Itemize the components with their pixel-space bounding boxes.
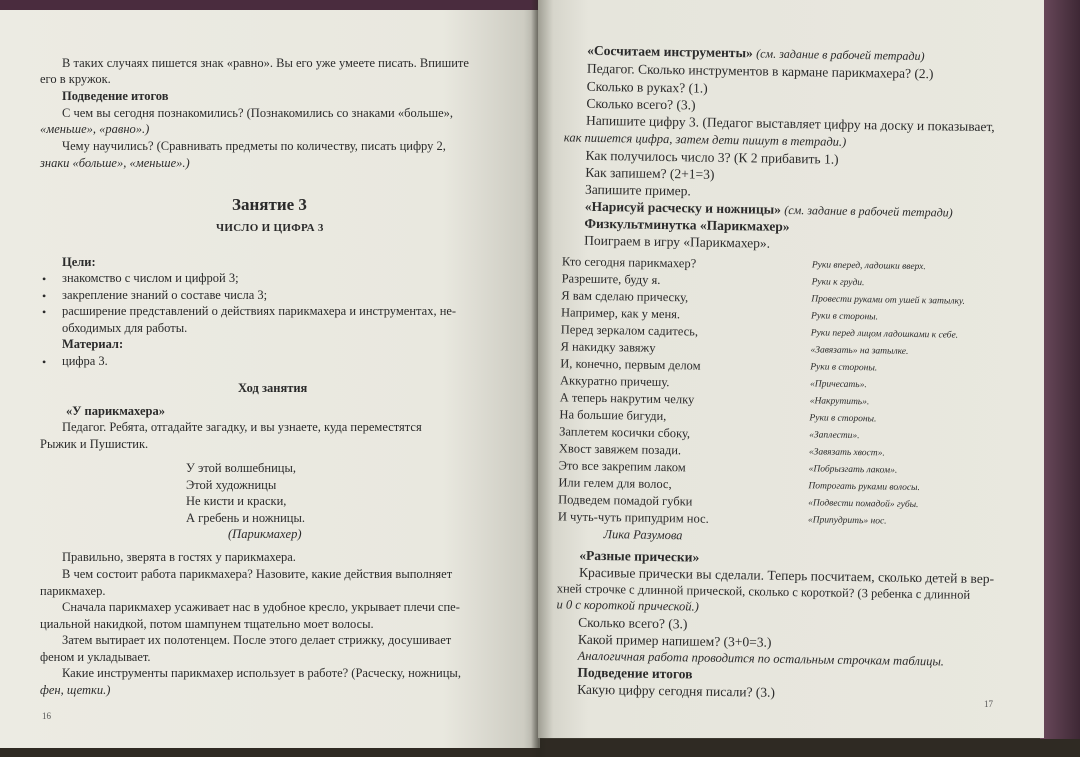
left-page — [0, 10, 540, 748]
course-heading: Ход занятия — [238, 381, 308, 395]
poem-line: Я накидку завяжу — [560, 339, 656, 355]
poem-action: «Заплести». — [809, 430, 860, 442]
question2-line2: знаки «больше», «меньше».) — [40, 156, 190, 170]
riddle-line: Этой художницы — [186, 478, 277, 492]
poem-line: Я вам сделаю прическу, — [561, 288, 689, 305]
poem-line: А теперь накрутим челку — [559, 390, 695, 407]
poem-action: «Припудрить» нос. — [807, 515, 887, 527]
poem-action: Потрогать руками волосы. — [808, 481, 920, 494]
instruction-line1: Напишите цифру 3. (Педагог выставляет цифру на доску и показывает, — [585, 112, 995, 135]
goal-3-line2: обходимых для работы. — [62, 321, 188, 335]
poem-action: «Подвести помадой» губы. — [808, 498, 919, 511]
question-line: Какую цифру сегодня писали? (3.) — [577, 681, 776, 700]
poem-line: На большие бигуди, — [559, 407, 667, 424]
goal-3-line1: расширение представлений о действиях парикмахера и инструментах, не- — [62, 304, 457, 318]
teacher-question: Педагог. Сколько инструментов в кармане парикмахера? (2.) — [586, 60, 934, 82]
poem-line: Хвост завяжем позади. — [558, 441, 682, 458]
goal-2: закрепление знаний о составе числа 3; — [62, 288, 268, 302]
right-page — [538, 0, 1044, 738]
lesson-subtitle: ЧИСЛО И ЦИФРА 3 — [216, 222, 324, 234]
question2-line1: Чему научились? (Сравнивать предметы по количеству, писать цифру 2, — [62, 139, 446, 153]
section-title-draw: «Нарисуй расческу и ножницы» — [584, 198, 782, 217]
poem-action: Руки к груди. — [811, 277, 865, 289]
paragraph-5-line2: фен, щетки.) — [40, 683, 111, 697]
bullet-icon: • — [42, 305, 47, 319]
poem-action: «Завязать» на затылке. — [810, 345, 909, 357]
poem-action: Руки перед лицом ладошками к себе. — [810, 328, 959, 341]
paragraph-5-line1: Какие инструменты парикмахер использует в работе? (Расческу, ножницы, — [62, 666, 461, 680]
hairstyles-line2: хней строчке с длинной прической, сколько с короткой? (3 ребенка с длинной — [556, 581, 971, 602]
poem-line: Перед зеркалом садитесь, — [560, 322, 699, 339]
poem-action: Руки в стороны. — [809, 413, 877, 425]
poem-action: «Накрутить». — [809, 396, 870, 408]
question-line: Сколько всего? (3.) — [578, 614, 688, 632]
poem-action: Руки в стороны. — [810, 362, 878, 374]
section-title-exercise: Физкультминутка «Парикмахер» — [584, 215, 790, 234]
poem-action: «Побрызгать лаком». — [808, 464, 898, 476]
section-note: (см. задание в рабочей тетради) — [756, 46, 925, 64]
section-title-barber: «У парикмахера» — [66, 404, 165, 418]
goals-heading: Цели: — [62, 255, 96, 269]
paragraph-4-line2: феном и укладывает. — [40, 650, 151, 664]
poem-action: Руки вперед, ладошки вверх. — [811, 260, 926, 273]
bullet-icon: • — [42, 355, 47, 369]
poem-action: Провести руками от ушей к затылку. — [811, 294, 966, 307]
question1-line2: «меньше», «равно».) — [40, 122, 150, 136]
paragraph-2-line2: парикмахер. — [40, 584, 106, 598]
bullet-icon: • — [42, 272, 47, 286]
question-line: Сколько в руках? (1.) — [586, 78, 708, 96]
poem-line: Разрешите, буду я. — [561, 271, 661, 287]
material-heading: Материал: — [62, 337, 124, 351]
section-title-count-tools: «Сосчитаем инструменты» — [587, 42, 753, 61]
poem-line: Подведем помадой губки — [558, 492, 693, 509]
instruction-line: Поиграем в игру «Парикмахер». — [584, 232, 771, 251]
paragraph-4-line1: Затем вытирает их полотенцем. После этого делает стрижку, досушивает — [62, 633, 452, 647]
teacher-line1: Педагог. Ребята, отгадайте загадку, и вы узнаете, куда переместятся — [62, 420, 422, 434]
question-line: Как получилось число 3? (К 2 прибавить 1.) — [585, 147, 839, 167]
poem-line: Аккуратно причешу. — [559, 373, 670, 390]
lesson-title: Занятие 3 — [232, 195, 307, 214]
poem-line: Например, как у меня. — [560, 305, 681, 322]
para1-line2: его в кружок. — [40, 72, 111, 86]
riddle-line: А гребень и ножницы. — [186, 511, 306, 525]
question-line: Какой пример напишем? (3+0=3.) — [577, 631, 772, 650]
instruction-line: Запишите пример. — [584, 181, 691, 199]
teacher-line2: Рыжик и Пушистик. — [40, 437, 149, 451]
poem-author: Лика Разумова — [603, 527, 683, 543]
riddle-line: Не кисти и краски, — [186, 494, 287, 508]
poem-line: И, конечно, первым делом — [560, 356, 701, 373]
poem-line: Или гелем для волос, — [558, 475, 672, 492]
poem-action: «Причесать». — [809, 379, 867, 391]
paragraph-3-line1: Сначала парикмахер усаживает нас в удобное кресло, укрывает плечи спе- — [62, 600, 460, 614]
poem-line: Заплетем косички сбоку, — [559, 424, 691, 441]
background-right — [1040, 0, 1080, 757]
section-title-hairstyles: «Разные прически» — [579, 547, 700, 565]
riddle-line: У этой волшебницы, — [186, 461, 296, 475]
goal-1: знакомство с числом и цифрой 3; — [62, 271, 239, 285]
poem-line: Кто сегодня парикмахер? — [561, 254, 697, 271]
paragraph-2-line1: В чем состоит работа парикмахера? Назовите, какие действия выполняет — [62, 567, 453, 581]
instruction-line2: как пишется цифра, затем дети пишут в тетради.) — [563, 130, 847, 149]
page-number-left: 16 — [42, 711, 51, 721]
poem-line: И чуть-чуть припудрим нос. — [557, 509, 709, 526]
page-number-right: 17 — [984, 699, 993, 709]
poem-action: Руки в стороны. — [810, 311, 879, 323]
poem-action: «Завязать хвост». — [808, 447, 885, 459]
instruction-line: Аналогичная работа проводится по остальным строчкам таблицы. — [577, 648, 945, 669]
summary-heading: Подведение итогов — [62, 89, 169, 103]
material-item: цифра 3. — [62, 354, 108, 368]
hairstyles-line1: Красивые прически вы сделали. Теперь посчитаем, сколько детей в вер- — [578, 564, 995, 587]
riddle-answer: (Парикмахер) — [228, 527, 302, 541]
section-note: (см. задание в рабочей тетради) — [784, 202, 953, 220]
question-line: Как запишем? (2+1=3) — [585, 164, 715, 182]
question1-line1: С чем вы сегодня познакомились? (Познакомились со знаками «больше», — [62, 106, 454, 120]
poem-line: Это все закрепим лаком — [558, 458, 686, 475]
question-line: Сколько всего? (3.) — [586, 95, 696, 113]
summary-heading-right: Подведение итогов — [577, 664, 693, 682]
para1-line1: В таких случаях пишется знак «равно». Вы его уже умеете писать. Впишите — [62, 56, 469, 70]
paragraph-3-line2: циальной накидкой, потом шампунем тщательно моет волосы. — [40, 617, 374, 631]
bullet-icon: • — [42, 289, 47, 303]
hairstyles-line3: и 0 с короткой прической.) — [556, 597, 699, 614]
right-page-text — [538, 0, 1044, 738]
paragraph-1: Правильно, зверята в гостях у парикмахера. — [62, 550, 296, 564]
